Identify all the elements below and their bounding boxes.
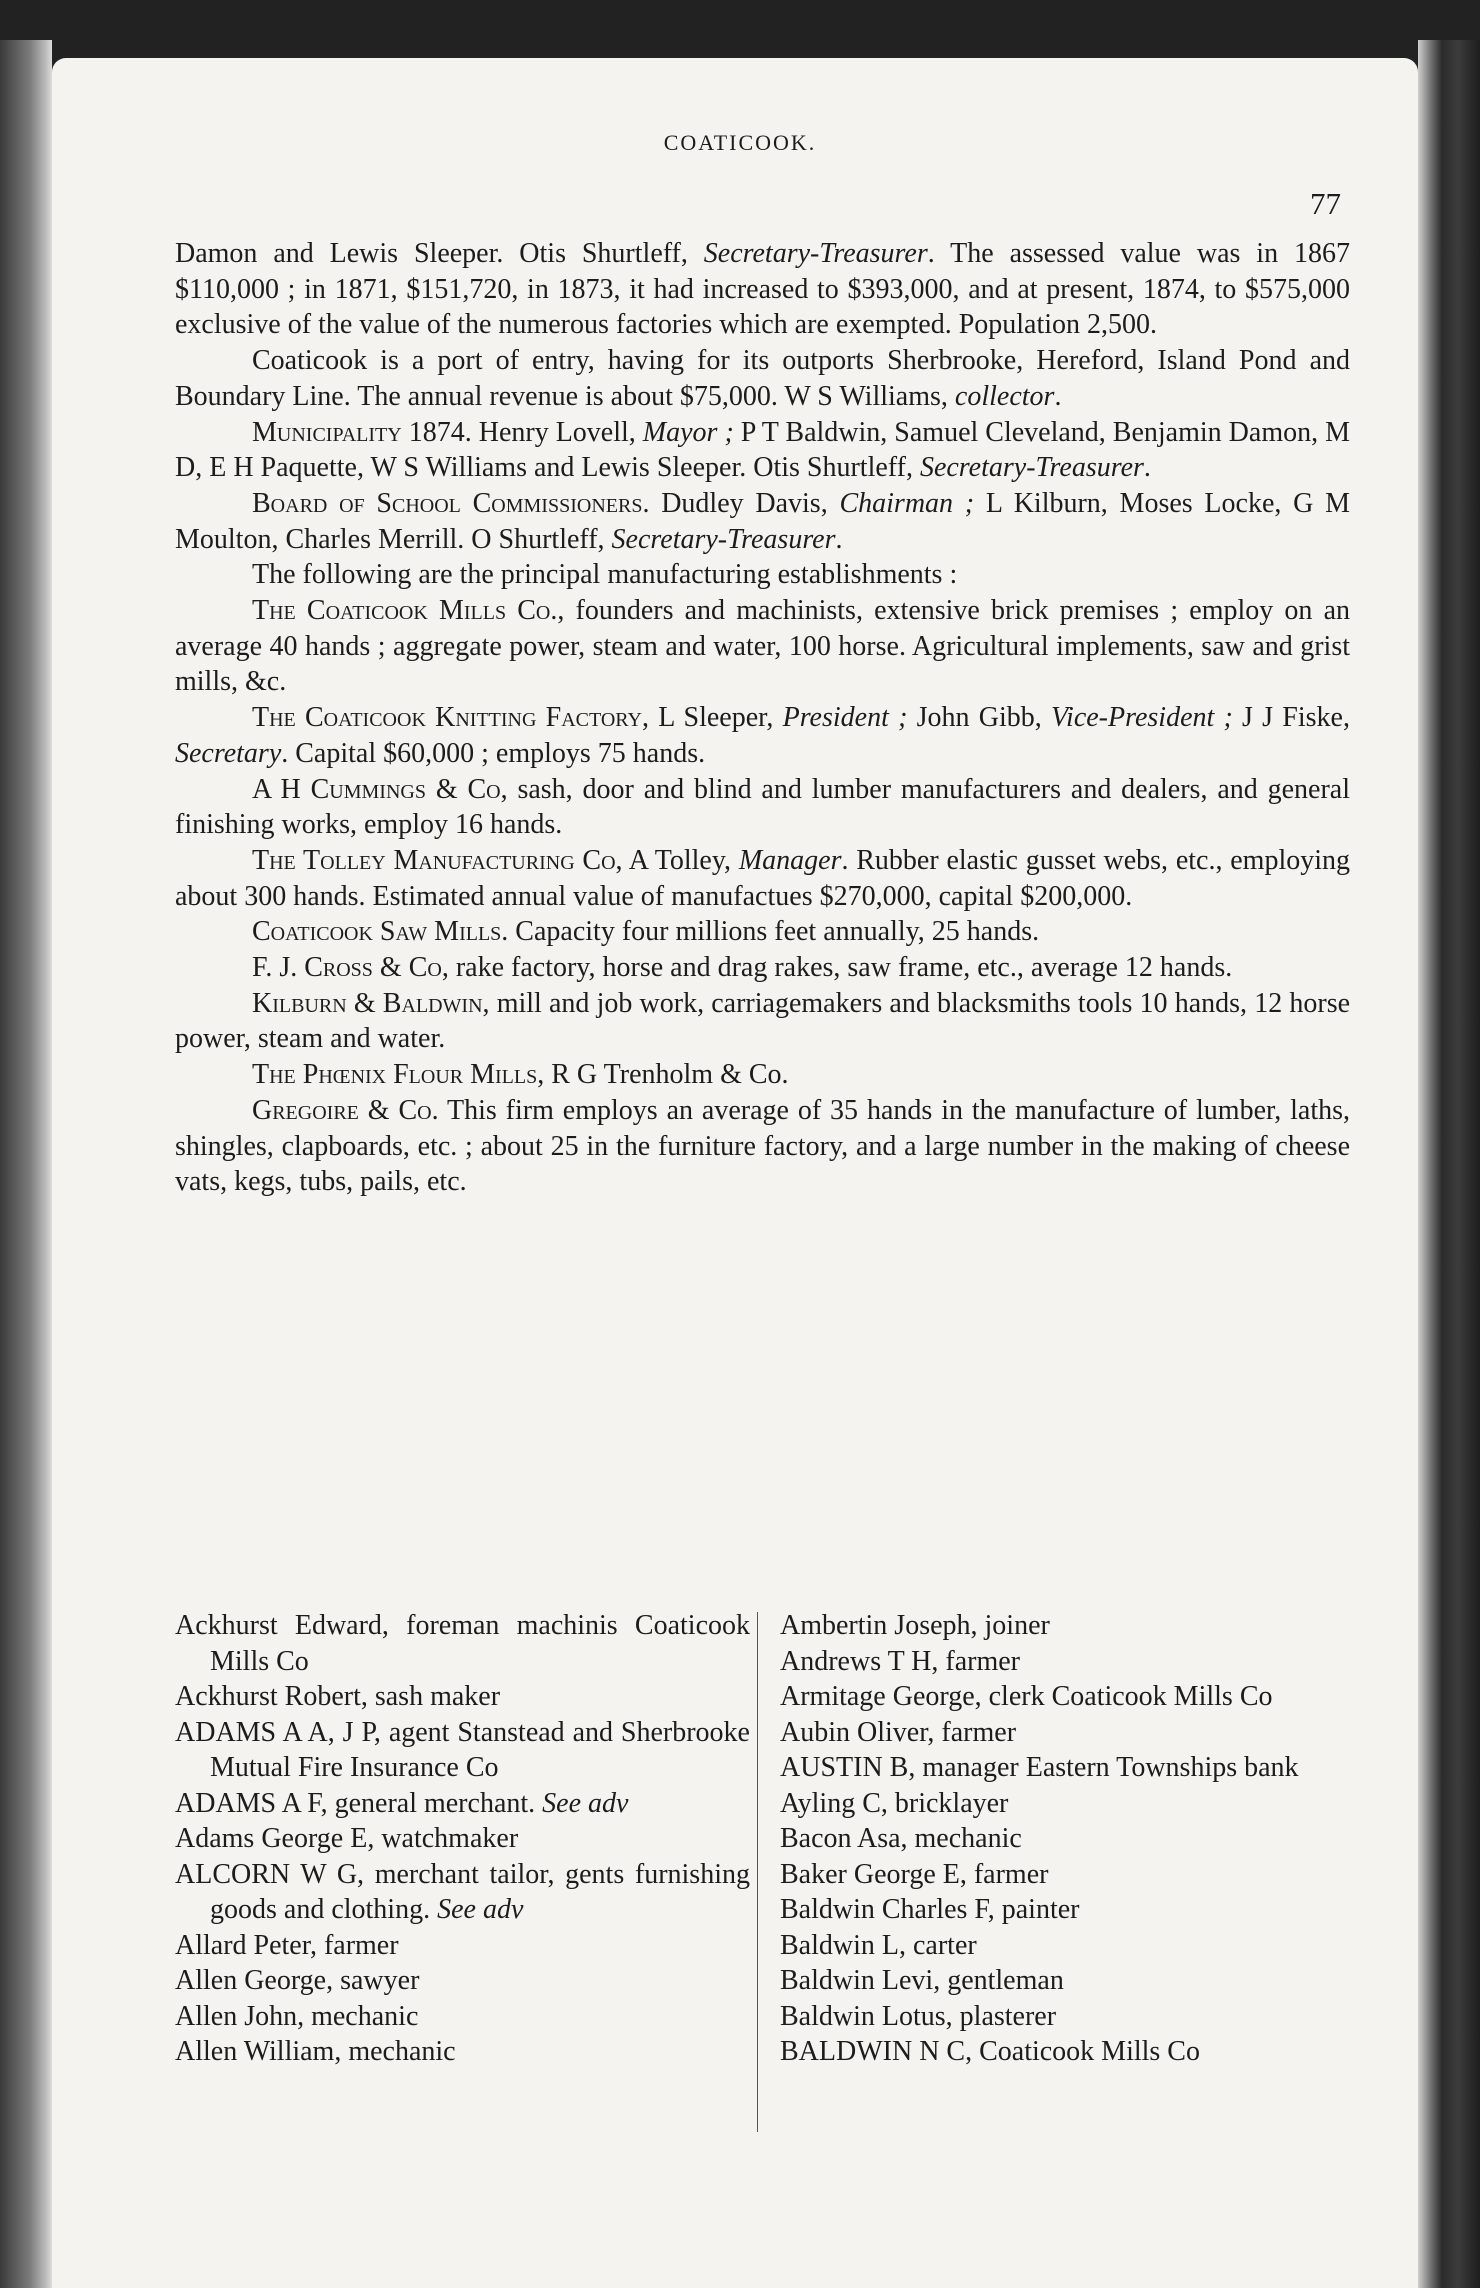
text-run: John Gibb,: [907, 702, 1052, 734]
paragraph: [175, 1093, 1350, 1200]
scan-right-edge: [1418, 40, 1480, 2288]
paragraph: [175, 593, 1350, 700]
paragraph: [175, 343, 1350, 414]
paragraph-lead: The Coaticook Mills Co.,: [252, 595, 565, 627]
directory-entry: [780, 1679, 1355, 1715]
paragraph-lead: F. J. Cross & Co,: [252, 952, 449, 984]
directory-entry: [780, 1857, 1355, 1893]
directory-entry: [175, 1786, 750, 1822]
entry-text: Allard Peter, farmer: [175, 1929, 399, 1961]
directory-entry: [175, 1715, 750, 1786]
directory-entry: [780, 1608, 1355, 1644]
text-run: rake factory, horse and drag rakes, saw frame, etc., average 12 hands.: [448, 952, 1233, 984]
paragraph: [175, 1057, 1350, 1093]
paragraph: [175, 557, 1350, 593]
paragraph: [175, 700, 1350, 771]
text-run: Coaticook is a port of entry, having for its outports Sherbrooke, Hereford, Island Pond and Boundary Line. The annual revenue is about $75,000. W S Williams,: [175, 345, 1350, 412]
entry-text: Andrews T H, farmer: [780, 1645, 1021, 1677]
entry-text: Baker George E, farmer: [780, 1858, 1049, 1890]
text-run: Henry Lovell,: [471, 416, 643, 448]
text-run: founders and machinists, extensive brick premises ; employ on an average 40 hands ; aggregate power, steam and water, 100 horse. Agricultural implements, saw and grist mills, &c.: [175, 595, 1350, 698]
entry-text: Baldwin Levi, gentleman: [780, 1965, 1064, 1996]
directory-entry: [175, 2034, 750, 2070]
paragraph-lead: The Tolley Manufacturing Co,: [252, 844, 623, 876]
text-run: mill and job work, carriagemakers and blacksmiths tools 10 hands, 12 horse power, steam and water.: [175, 987, 1351, 1055]
scan-top-margin: [0, 0, 1480, 64]
paragraph: [175, 772, 1350, 843]
text-run: J J Fiske,: [1232, 702, 1350, 734]
entry-text: Baldwin Charles F, painter: [780, 1894, 1080, 1925]
paragraph: [175, 914, 1350, 950]
body-text: [175, 236, 1350, 1200]
directory-entry: [780, 1892, 1355, 1928]
paragraph: [175, 486, 1350, 557]
paragraph-lead: A H Cummings & Co,: [252, 773, 508, 805]
directory-column-right: [780, 1608, 1355, 2070]
directory-entry: [780, 1750, 1355, 1786]
paragraph: [175, 950, 1350, 986]
text-run: R G Trenholm & Co.: [544, 1059, 789, 1091]
paragraph: [175, 236, 1350, 343]
text-run: .: [835, 523, 843, 555]
directory-entry: [780, 1928, 1355, 1964]
directory-entry: [175, 1999, 750, 2035]
entry-text: Ambertin Joseph, joiner: [780, 1610, 1050, 1641]
column-divider: [757, 1612, 758, 2132]
page-number: 77: [1310, 186, 1341, 221]
directory-entry: [780, 1715, 1355, 1751]
entry-text: Baldwin L, carter: [780, 1929, 977, 1961]
paragraph: [175, 986, 1350, 1057]
entry-text: Ackhurst Edward, foreman machinis Coaticook Mills Co: [175, 1610, 750, 1677]
italic-text: Chairman ;: [839, 487, 975, 519]
directory-entry: [780, 1644, 1355, 1680]
text-run: This firm employs an average of 35 hands in the manufacture of lumber, laths, shingles, clapboards, etc. ; about 25 in the furniture factory, and a large number in the making of cheese vats, kegs, tubs, pails, etc.: [175, 1094, 1351, 1198]
entry-text: Adams George E, watchmaker: [175, 1823, 519, 1854]
text-run: . Rubber elastic gusset webs, etc., employing about 300 hands. Estimated annual value of manufactues $270,000, capital $200,000.: [175, 844, 1350, 912]
text-run: .: [1054, 380, 1062, 412]
paragraph-lead: Municipality 1874.: [252, 416, 472, 448]
paragraph-lead: Board of School Commissioners.: [252, 487, 650, 519]
entry-text: ADAMS A A, J P, agent Stanstead and Sherbrooke Mutual Fire Insurance Co: [175, 1716, 750, 1783]
directory-entry: [175, 1928, 750, 1964]
directory-entry: [780, 1963, 1355, 1999]
entry-text: Allen William, mechanic: [175, 2036, 456, 2067]
entry-text: Bacon Asa, mechanic: [780, 1823, 1022, 1854]
entry-text: ALCORN W G, merchant tailor, gents furnishing goods and clothing.: [175, 1858, 750, 1925]
text-run: Capacity four millions feet annually, 25 hands.: [508, 916, 1040, 948]
paragraph-lead: Kilburn & Baldwin,: [252, 987, 490, 1019]
italic-text: collector: [954, 380, 1055, 412]
see-adv-note: See adv: [437, 1894, 524, 1925]
directory-entry: [780, 1786, 1355, 1822]
text-run: A Tolley,: [622, 844, 739, 876]
entry-text: Baldwin Lotus, plasterer: [780, 2000, 1057, 2032]
scan-left-edge: [0, 40, 52, 2288]
paragraph-lead: Coaticook Saw Mills.: [252, 916, 509, 948]
entry-text: Ackhurst Robert, sash maker: [175, 1681, 501, 1712]
entry-text: AUSTIN B, manager Eastern Townships bank: [780, 1752, 1299, 1783]
entry-text: BALDWIN N C, Coaticook Mills Co: [780, 2036, 1200, 2067]
text-run: The following are the principal manufacturing establishments :: [252, 559, 958, 591]
text-run: L Kilburn, Moses Locke, G M Moulton, Charles Merrill. O Shurtleff,: [175, 487, 1350, 555]
entry-text: Aubin Oliver, farmer: [780, 1716, 1017, 1748]
text-run: . The assessed value was in 1867 $110,000 ; in 1871, $151,720, in 1873, it had increased to $393,000, and at present, 1874, to $575,000 exclusive of the value of the numerous factories which are exempted. Population 2,500.: [175, 238, 1350, 341]
text-run: Damon and Lewis Sleeper. Otis Shurtleff,: [175, 238, 704, 269]
entry-text: Ayling C, bricklayer: [780, 1787, 1009, 1819]
text-run: . Capital $60,000 ; employs 75 hands.: [281, 737, 706, 769]
paragraph: [175, 843, 1350, 914]
italic-text: Vice-President ;: [1051, 702, 1233, 734]
paragraph: [175, 415, 1350, 486]
italic-text: Secretary-Treasurer: [919, 452, 1144, 484]
directory-entry: [175, 1857, 750, 1928]
see-adv-note: See adv: [542, 1787, 629, 1819]
entry-text: ADAMS A F, general merchant.: [175, 1787, 543, 1819]
running-head: COATICOOK.: [663, 130, 817, 155]
text-run: .: [1143, 452, 1151, 484]
italic-text: Secretary: [175, 737, 282, 769]
directory-entry: [175, 1821, 750, 1857]
paragraph-lead: Gregoire & Co.: [252, 1094, 439, 1126]
italic-text: President ;: [782, 702, 908, 734]
italic-text: Secretary-Treasurer: [703, 238, 928, 269]
text-run: sash, door and blind and lumber manufacturers and dealers, and general finishing works, employ 16 hands.: [175, 773, 1350, 841]
directory-entry: [780, 1821, 1355, 1857]
directory-entry: [780, 2034, 1355, 2070]
italic-text: Secretary-Treasurer: [611, 523, 836, 555]
text-run: L Sleeper,: [649, 702, 783, 734]
italic-text: Manager: [738, 844, 842, 876]
italic-text: Mayor ;: [642, 416, 734, 448]
directory-entry: [175, 1608, 750, 1679]
entry-text: Allen George, sawyer: [175, 1965, 420, 1996]
paragraph-lead: The Phœnix Flour Mills,: [252, 1059, 545, 1091]
entry-text: Armitage George, clerk Coaticook Mills Co: [780, 1681, 1273, 1712]
text-run: Dudley Davis,: [649, 487, 840, 519]
text-run: P T Baldwin, Samuel Cleveland, Benjamin Damon, M D, E H Paquette, W S Williams and Lewis Sleeper. Otis Shurtleff,: [175, 416, 1350, 484]
directory-entry: [175, 1679, 750, 1715]
directory-entry: [780, 1999, 1355, 2035]
paragraph-lead: The Coaticook Knitting Factory,: [252, 702, 649, 734]
entry-text: Allen John, mechanic: [175, 2000, 419, 2032]
directory-entry: [175, 1963, 750, 1999]
directory-column-left: [175, 1608, 750, 2070]
